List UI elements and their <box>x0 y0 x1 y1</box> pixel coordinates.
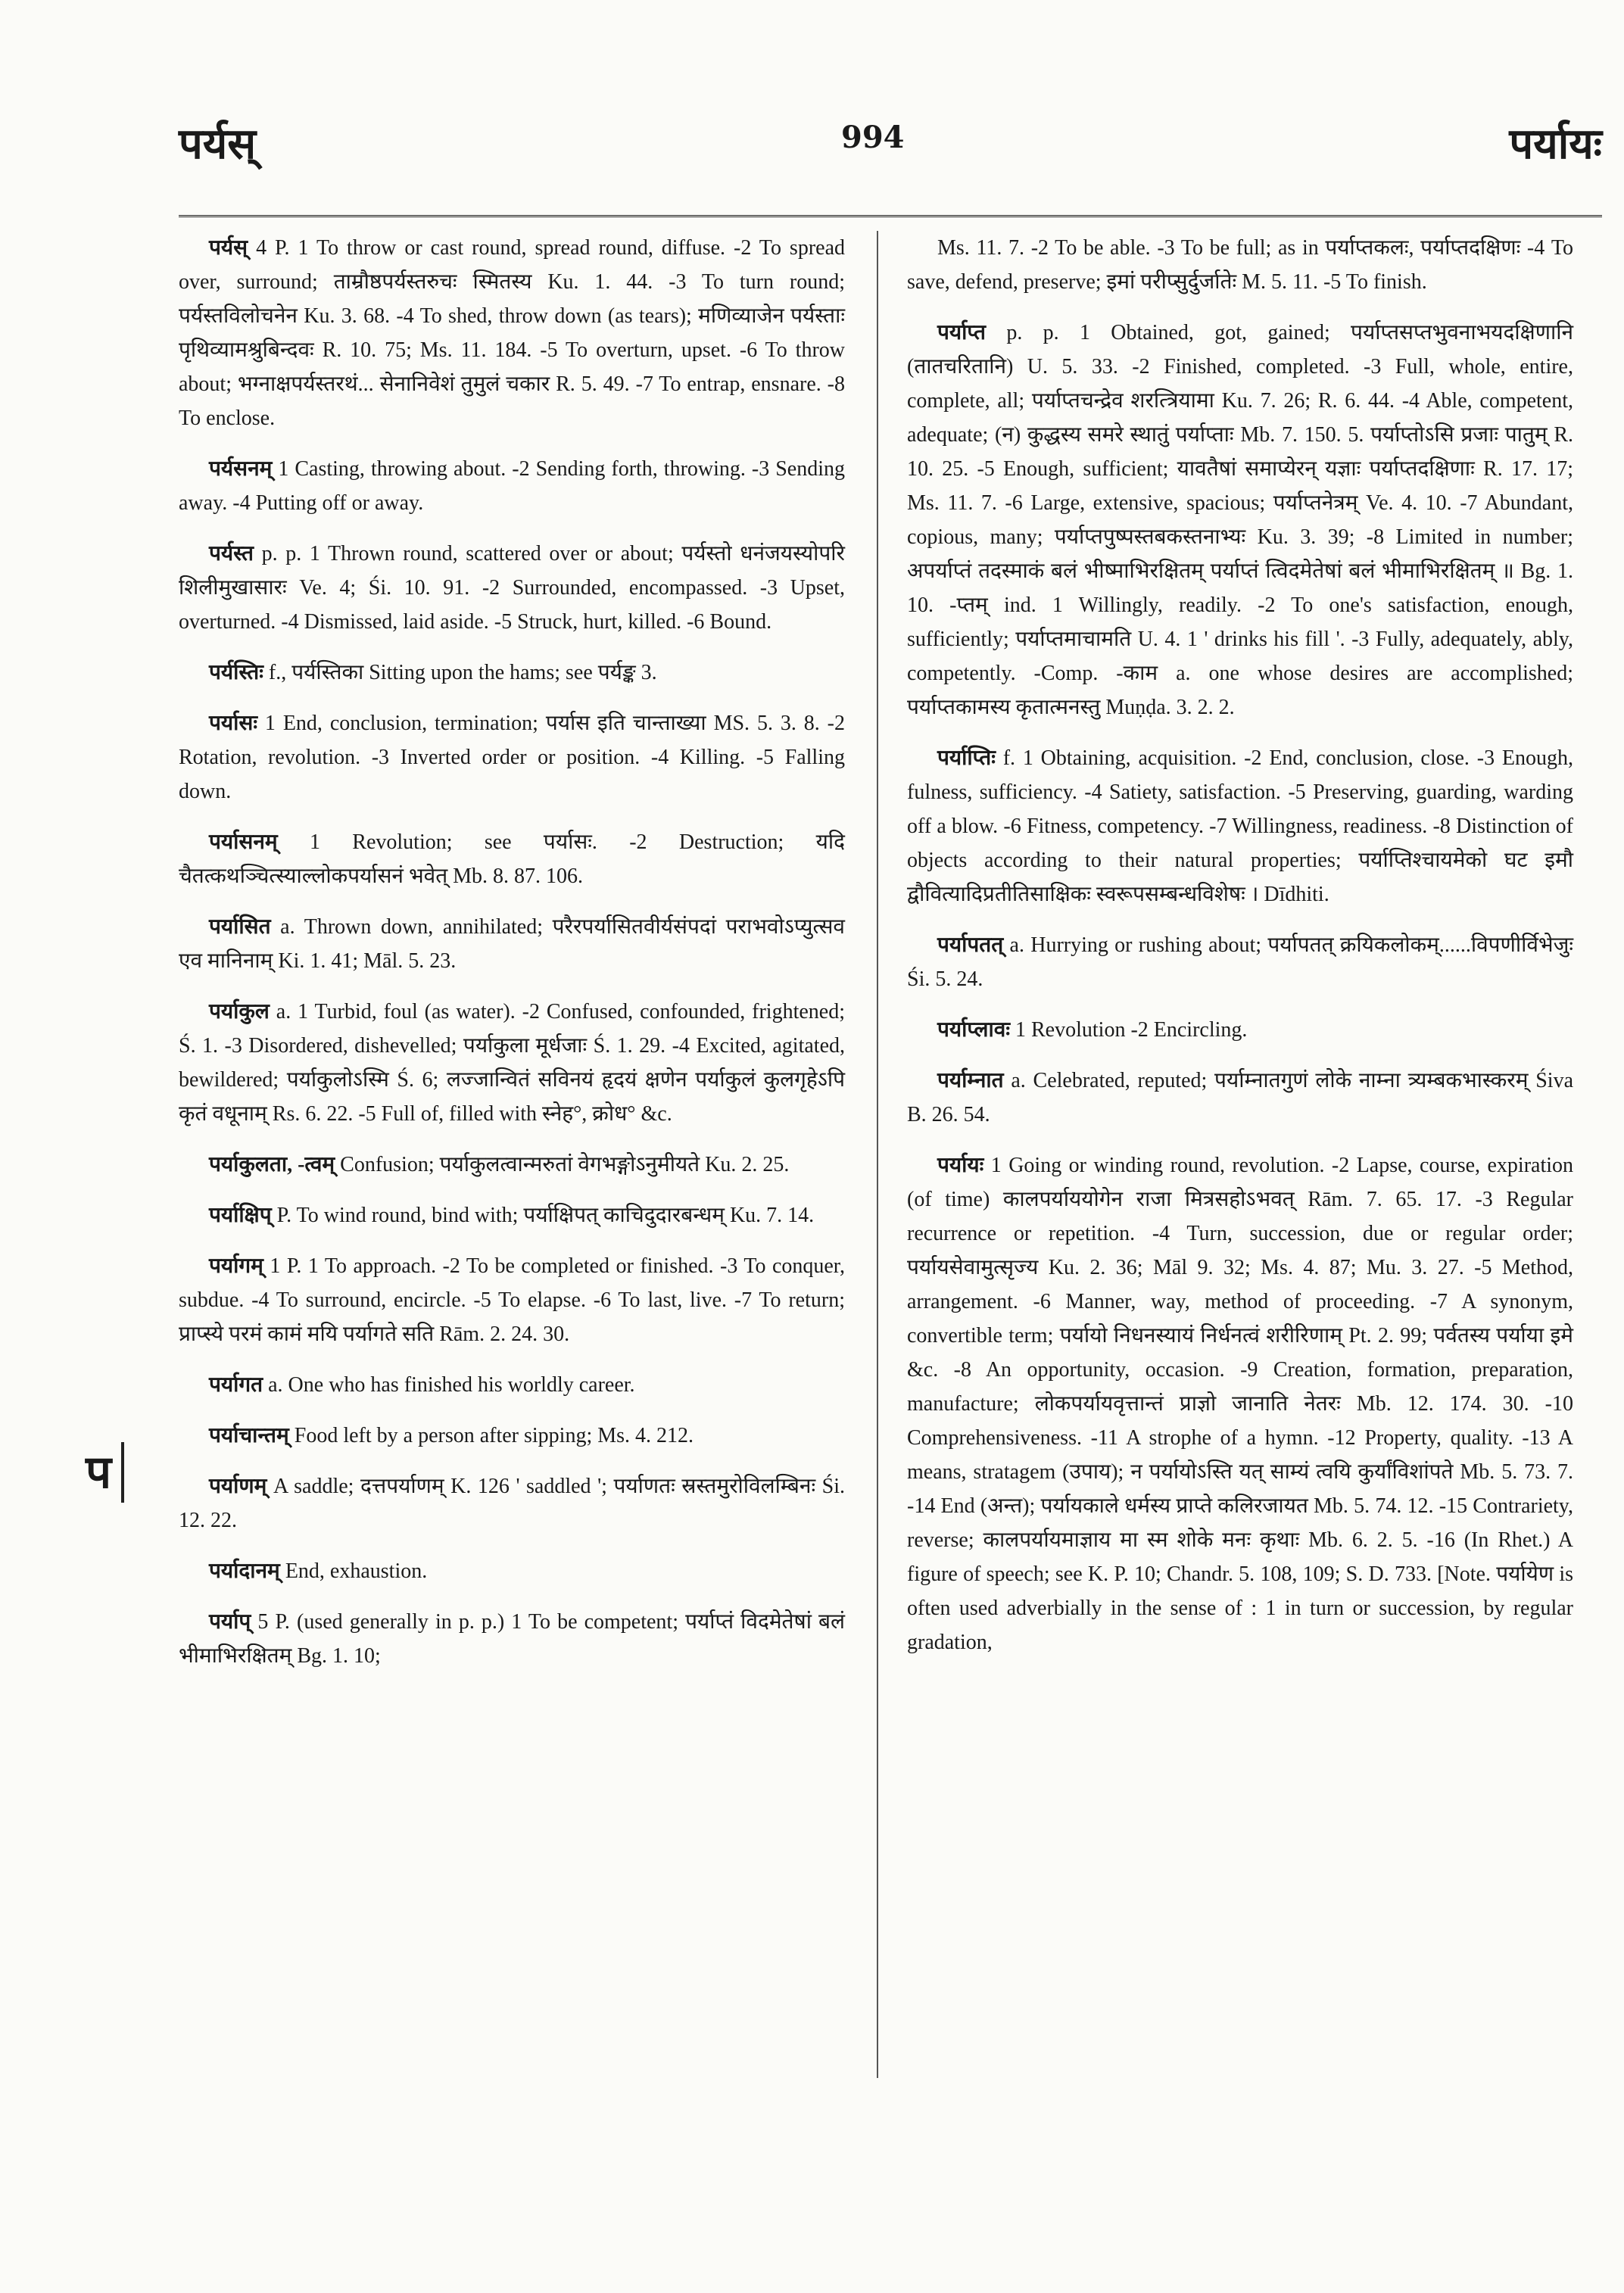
entry-headword: पर्याप्त <box>937 321 986 344</box>
entry-definition: 1 Revolution; see पर्यासः. -2 Destruction; यदि चैतत्कथञ्चित्स्याल्लोकपर्यासनं भवेत् Mb. 8. 87. 106. <box>179 830 846 888</box>
dictionary-entry <box>907 741 1573 911</box>
dictionary-entry <box>179 1419 845 1453</box>
right-running-headword: पर्यायः <box>1509 119 1602 169</box>
dictionary-entry <box>179 537 845 639</box>
right-column <box>907 231 1573 1676</box>
entry-headword: पर्याप्लावः <box>937 1018 1010 1042</box>
entry-definition: p. p. 1 Thrown round, scattered over or about; पर्यस्तो धनंजयस्योपरि शिलीमुखासारः Ve. 4; Śi. 10. 91. -2 Surrounded, encompassed. -3 Upset, overturned. -4 Dismissed, laid aside. -5 Struck, hurt, killed. -6 Bound. <box>179 542 845 634</box>
entry-definition: 5 P. (used generally in p. p.) 1 To be competent; पर्याप्तं विदमेतेषां बलं भीमाभिरक्षितम् Bg. 1. 10; <box>179 1610 846 1668</box>
entry-definition: P. To wind round, bind with; पर्याक्षिपत् काचिदुदारबन्धम् Ku. 7. 14. <box>276 1204 815 1227</box>
entry-headword: पर्याम्नात <box>937 1069 1004 1092</box>
entry-headword: पर्यस्तिः <box>209 661 263 684</box>
entry-definition: a. 1 Turbid, foul (as water). -2 Confused, confounded, frightened; Ś. 1. -3 Disordered, dishevelled; पर्याकुला मूर्धजाः Ś. 1. 29. -4 Excited, agitated, bewildered; पर्याकुलोऽस्मि Ś. 6; लज्जान्वितं सविनयं हृदयं क्षणेन पर्याकुलं कुलगृहेऽपि कृतं वधूनाम् Rs. 6. 22. -5 Full of, filled with स्नेह°, क्रोध° &c. <box>179 1000 845 1126</box>
dictionary-entry <box>179 995 845 1131</box>
dictionary-entry <box>179 1148 845 1182</box>
dictionary-entry <box>907 316 1573 724</box>
column-divider <box>877 231 878 2078</box>
dictionary-entry <box>179 910 845 978</box>
dictionary-entry <box>179 231 845 435</box>
entry-headword: पर्याकुलता, -त्वम् <box>209 1153 335 1176</box>
dictionary-entry <box>179 1554 845 1588</box>
entry-definition: f. 1 Obtaining, acquisition. -2 End, conclusion, close. -3 Enough, fulness, sufficiency. -4 Satiety, satisfaction. -5 Preserving, guarding, warding off a blow. -6 Fitness, competency. -7 Willingness, readiness. -8 Distinction of objects according to their natural properties; पर्याप्तिश्चायमेको घट इमौ द्वौवित्यादिप्रतीतिसाक्षिकः स्वरूपसम्बन्धविशेषः । Dīdhiti. <box>907 746 1573 906</box>
entry-headword: पर्याप्तिः <box>937 746 996 770</box>
dictionary-entry <box>179 452 845 520</box>
entry-headword: पर्यागम् <box>209 1254 263 1278</box>
entry-definition: 4 P. 1 To throw or cast round, spread round, diffuse. -2 To spread over, surround; ताम्रौष्ठपर्यस्तरुचः स्मितस्य Ku. 1. 44. -3 To turn round; पर्यस्तविलोचनेन Ku. 3. 68. -4 To shed, throw down (as tears); मणिव्याजेन पर्यस्ताः पृथिव्यामश्रुबिन्दवः R. 10. 75; Ms. 11. 184. -5 To overturn, upset. -6 To throw about; भग्नाक्षपर्यस्तरथं... सेनानिवेशं तुमुलं चकार R. 5. 49. -7 To entrap, ensnare. -8 To enclose. <box>179 236 846 430</box>
entry-definition: 1 Going or winding round, revolution. -2 Lapse, course, expiration (of time) कालपर्याययोगेन राजा मित्रसहोऽभवत् Rām. 7. 65. 17. -3 Regular recurrence or repetition. -4 Turn, succession, due or regular order; पर्यायसेवामुत्सृज्य Ku. 2. 36; Māl 9. 32; Ms. 4. 87; Mu. 3. 27. -5 Method, arrangement. -6 Manner, way, method of proceeding. -7 A synonym, convertible term; पर्यायो निधनस्यायं निर्धनत्वं शरीरिणाम् Pt. 2. 99; पर्वतस्य पर्याया इमे &c. -8 An opportunity, occasion. -9 Creation, formation, preparation, manufacture; लोकपर्यायवृत्तान्तं प्राज्ञो जानाति नेतरः Mb. 12. 174. 30. -10 Comprehensiveness. -11 A strophe of a hymn. -12 Property, quality. -13 A means, stratagem (उपाय); न पर्यायोऽस्ति यत् साम्यं त्वयि कुर्यांविशांपते Mb. 5. 73. 7. -14 End (अन्त); पर्यायकाले धर्मस्य प्राप्ते कलिरजायत Mb. 5. 74. 12. -15 Contrariety, reverse; कालपर्यायमाज्ञाय मा स्म शोके मनः कृथाः Mb. 6. 2. 5. -16 (In Rhet.) A figure of speech; see K. P. 10; Chandr. 5. 108, 109; S. D. 733. [Note. पर्यायेण is often used adverbially in the sense of : 1 in turn or succession, by regular gradation, <box>907 1154 1574 1654</box>
entry-headword: पर्यापतत् <box>937 933 1004 957</box>
page-number: 994 <box>841 120 905 155</box>
entry-headword: पर्यासनम् <box>209 830 278 854</box>
dictionary-entry <box>179 825 845 893</box>
entry-definition: a. Hurrying or rushing about; पर्यापतत् क्रयिकलोकम्......विपणीर्विभेजुः Śi. 5. 24. <box>907 933 1574 991</box>
entry-headword: पर्यस्त <box>209 542 254 565</box>
entry-headword: पर्याकुल <box>209 1000 270 1023</box>
entry-headword: पर्याणम् <box>209 1475 267 1498</box>
dictionary-entry <box>907 1064 1573 1132</box>
entry-headword: पर्यसनम् <box>209 457 273 481</box>
thumb-index-tab: प <box>76 1442 124 1503</box>
entry-headword: पर्यागत <box>209 1373 263 1397</box>
entry-headword: पर्यासित <box>209 915 271 939</box>
left-running-headword: पर्यस् <box>179 119 257 169</box>
entry-definition: f., पर्यस्तिका Sitting upon the hams; see पर्यङ्क 3. <box>268 661 657 684</box>
entry-headword: पर्यासः <box>209 712 257 735</box>
entry-headword: पर्यस् <box>209 236 248 260</box>
entry-definition: Confusion; पर्याकुलत्वान्मरुतां वेगभङ्गोऽनुमीयते Ku. 2. 25. <box>340 1153 790 1176</box>
dictionary-entry <box>179 1368 845 1402</box>
dictionary-entry <box>179 1469 845 1537</box>
entry-definition: a. Thrown down, annihilated; परैरपर्यासितवीर्यसंपदां पराभवोऽप्युत्सव एव मानिनाम् Ki. 1. 41; Māl. 5. 23. <box>179 915 845 973</box>
entry-definition: Food left by a person after sipping; Ms. 4. 212. <box>294 1424 694 1447</box>
entry-definition: 1 Casting, throwing about. -2 Sending forth, throwing. -3 Sending away. -4 Putting off or away. <box>179 457 846 515</box>
dictionary-entry <box>179 706 845 808</box>
dictionary-entry <box>179 1198 845 1232</box>
entry-definition: End, exhaustion. <box>285 1559 428 1583</box>
header-rule <box>179 215 1602 217</box>
entry-definition: A saddle; दत्तपर्याणम् K. 126 ' saddled '; पर्याणतः स्रस्तमुरोविलम्बिनः Śi. 12. 22. <box>179 1475 845 1532</box>
dictionary-entry <box>179 656 845 690</box>
entry-definition: p. p. 1 Obtained, got, gained; पर्याप्तसप्तभुवनाभयदक्षिणानि (तातचरितानि) U. 5. 33. -2 Finished, completed. -3 Full, whole, entire, complete, all; पर्याप्तचन्द्रेव शरत्त्रियामा Ku. 7. 26; R. 6. 44. -4 Able, competent, adequate; (न) कुद्धस्य समरे स्थातुं पर्याप्ताः Mb. 7. 150. 5. पर्याप्तोऽसि प्रजाः पातुम् R. 10. 25. -5 Enough, sufficient; यावतैषां समाप्येरन् यज्ञाः पर्याप्तदक्षिणाः R. 17. 17; Ms. 11. 7. -6 Large, extensive, spacious; पर्याप्तनेत्रम् Ve. 4. 10. -7 Abundant, copious, many; पर्याप्तपुष्पस्तबकस्तनाभ्यः Ku. 3. 39; -8 Limited in number; अपर्याप्तं तदस्माकं बलं भीष्माभिरक्षितम् पर्याप्तं त्विदमेतेषां बलं भीमाभिरक्षितम् ॥ Bg. 1. 10. -प्तम् ind. 1 Willingly, readily. -2 To one's satisfaction, enough, sufficiently; पर्याप्तमाचामति U. 4. 1 ' drinks his fill '. -3 Fully, adequately, ably, competently. -Comp. -काम a. one whose desires are accomplished; पर्याप्तकामस्य कृतात्मनस्तु Muṇḍa. 3. 2. 2. <box>907 321 1574 719</box>
entry-definition: 1 End, conclusion, termination; पर्यास इति चान्ताख्या MS. 5. 3. 8. -2 Rotation, revolution. -3 Inverted order or position. -4 Killing. -5 Falling down. <box>179 712 846 803</box>
entry-definition: 1 Revolution -2 Encircling. <box>1015 1018 1248 1042</box>
entry-headword: पर्याप् <box>209 1610 251 1634</box>
dictionary-entry <box>907 231 1573 299</box>
entry-headword: पर्याक्षिप् <box>209 1204 272 1227</box>
entry-definition: a. One who has finished his worldly career. <box>268 1373 635 1397</box>
entry-definition: 1 P. 1 To approach. -2 To be completed or finished. -3 To conquer, subdue. -4 To surround, encircle. -5 To elapse. -6 To last, live. -7 To return; प्राप्स्ये परमं कामं मयि पर्यागते सति Rām. 2. 24. 30. <box>179 1254 846 1346</box>
dictionary-entry <box>907 928 1573 996</box>
dictionary-entry <box>179 1249 845 1351</box>
entry-definition: Ms. 11. 7. -2 To be able. -3 To be full; as in पर्याप्तकलः, पर्याप्तदक्षिणः -4 To save, defend, preserve; इमां परीप्सुर्दुर्जातेः M. 5. 11. -5 To finish. <box>907 236 1573 294</box>
entry-headword: पर्यायः <box>937 1154 984 1177</box>
dictionary-entry <box>179 1605 845 1673</box>
entry-definition: a. Celebrated, reputed; पर्याम्नातगुणं लोके नाम्ना त्र्यम्बकभास्करम् Śiva B. 26. 54. <box>907 1069 1574 1126</box>
left-column <box>179 231 845 1690</box>
entry-headword: पर्यादानम् <box>209 1559 280 1583</box>
page-header <box>179 114 1602 197</box>
dictionary-entry <box>907 1013 1573 1047</box>
entry-headword: पर्याचान्तम् <box>209 1424 289 1447</box>
dictionary-entry <box>907 1148 1573 1659</box>
